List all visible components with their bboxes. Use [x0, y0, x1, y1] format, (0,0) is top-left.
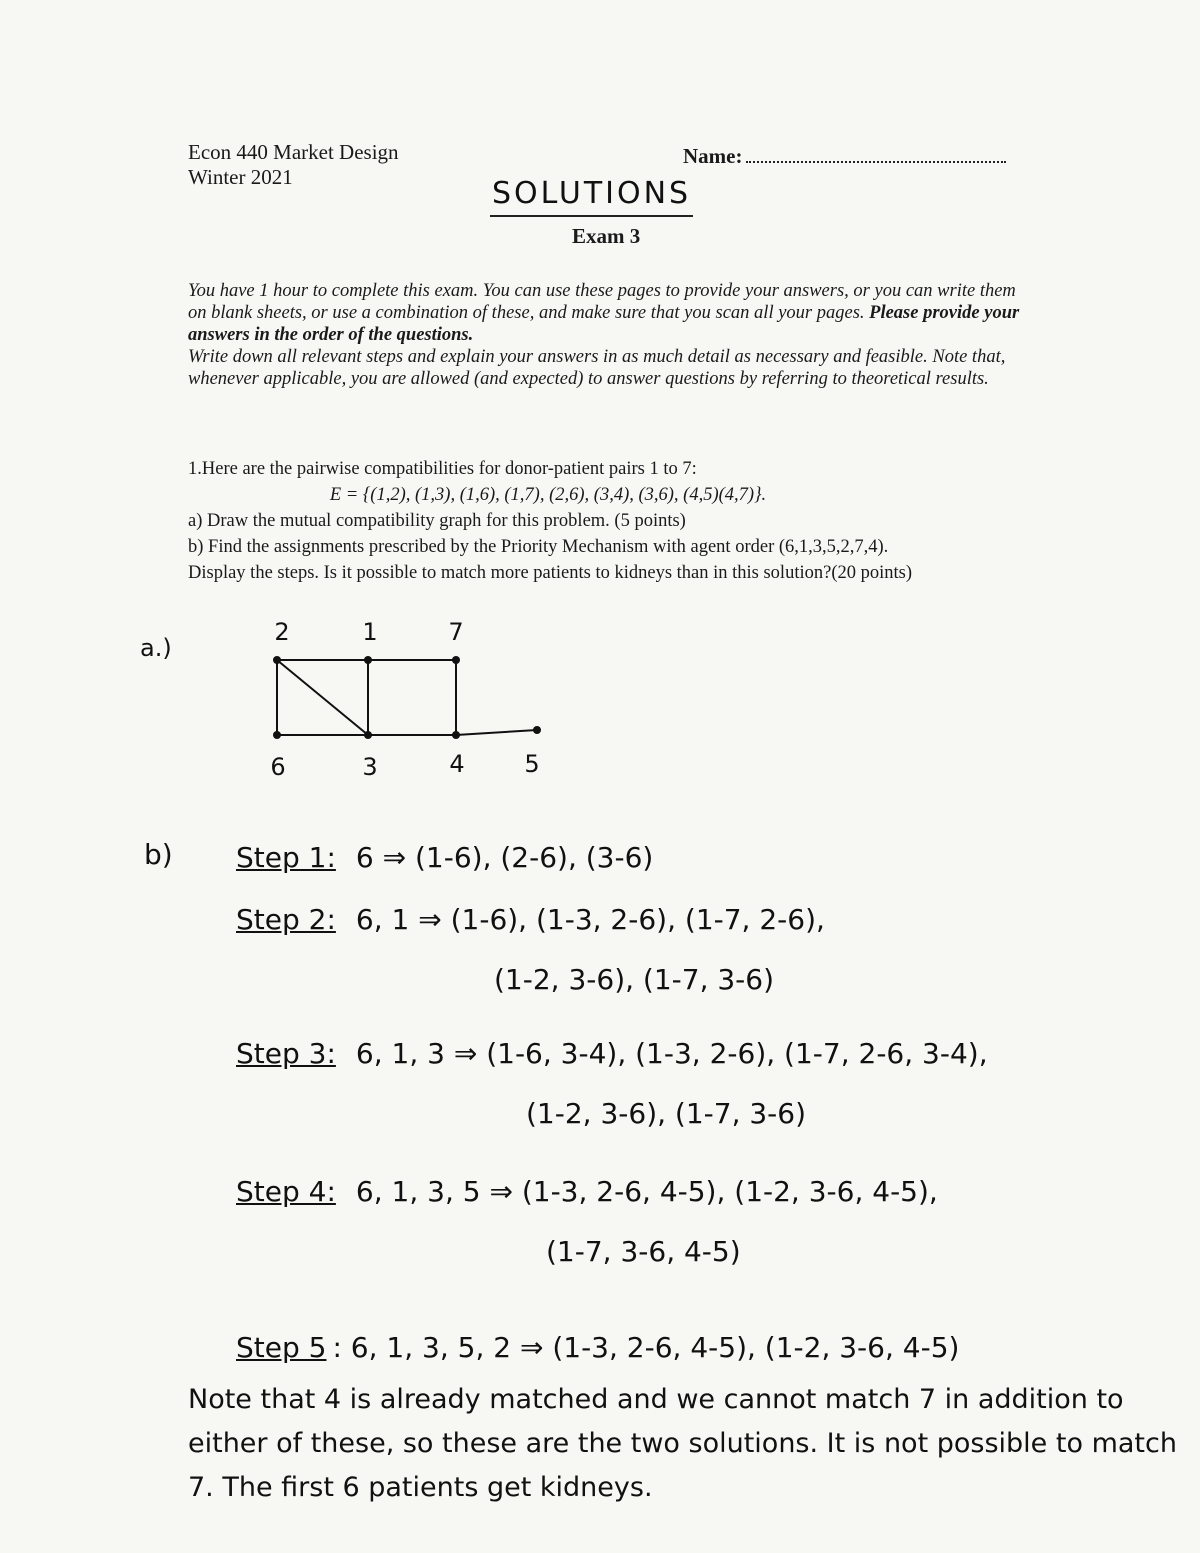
step-1: [236, 836, 653, 880]
instructions-text-1: You have 1 hour to complete this exam. You can use these pages to provide your answers, or you can write them on blank sheets, or use a combination of these, and make sure that you scan all your pages.: [188, 281, 1016, 323]
answer-a-label: a.): [140, 634, 172, 662]
graph-node-label-5: 5: [524, 750, 540, 778]
step-5-label: Step 5: [236, 1331, 327, 1364]
question-1-part-b-line-1: b) Find the assignments prescribed by the Priority Mechanism with agent order (6,1,3,5,2,7,4).: [188, 537, 889, 557]
solutions-heading: SOLUTIONS: [490, 176, 693, 217]
graph-node-1: [364, 656, 372, 664]
question-1-edge-set: E = {(1,2), (1,3), (1,6), (1,7), (2,6), (3,4), (3,6), (4,5)(4,7)}.: [329, 485, 767, 505]
step-4: [236, 1170, 938, 1214]
step-1-label: Step 1:: [236, 841, 336, 874]
answer-b-label: b): [144, 838, 173, 871]
instructions-text-2: Write down all relevant steps and explain your answers in as much detail as necessary and feasible. Note that, whenever applicable, you are allowed (and expected) to answer questions by referring to theoretical results.: [188, 347, 1006, 389]
step-3-line-2: (1-2, 3-6), (1-7, 3-6): [526, 1097, 807, 1130]
question-1-intro: 1.Here are the pairwise compatibilities for donor-patient pairs 1 to 7:: [188, 459, 697, 479]
step-3-line-1: 6, 1, 3 ⇒ (1-6, 3-4), (1-3, 2-6), (1-7, 2-6, 3-4),: [355, 1037, 988, 1070]
question-1-part-b-line-2: Display the steps. Is it possible to match more patients to kidneys than in this solution?(20 points): [188, 563, 912, 583]
step-2: [236, 898, 825, 942]
step-3: [236, 1032, 988, 1076]
course-term: Winter 2021: [188, 165, 293, 189]
graph-node-label-3: 3: [362, 753, 378, 781]
step-5: [236, 1326, 959, 1370]
graph-node-label-2: 2: [274, 618, 290, 646]
course-title: Econ 440 Market Design: [188, 140, 399, 164]
graph-node-3: [364, 731, 372, 739]
step-5-line-1: : 6, 1, 3, 5, 2 ⇒ (1-3, 2-6, 4-5), (1-2, 3-6, 4-5): [332, 1331, 960, 1364]
graph-node-6: [273, 731, 281, 739]
answer-note: [188, 1378, 1188, 1510]
name-label: Name:: [683, 144, 743, 168]
graph-node-5: [533, 726, 541, 734]
step-2-line-2: (1-2, 3-6), (1-7, 3-6): [494, 963, 775, 996]
exam-title: Exam 3: [572, 224, 641, 248]
step-3-label: Step 3:: [236, 1037, 336, 1070]
graph-node-label-4: 4: [449, 750, 465, 778]
question-1-part-a: a) Draw the mutual compatibility graph for this problem. (5 points): [188, 511, 686, 531]
step-2-line-1: 6, 1 ⇒ (1-6), (1-3, 2-6), (1-7, 2-6),: [355, 903, 825, 936]
graph-node-label-7: 7: [448, 618, 464, 646]
graph-node-label-6: 6: [270, 753, 286, 781]
graph-node-label-1: 1: [362, 618, 378, 646]
answer-note-text: Note that 4 is already matched and we cannot match 7 in addition to either of these, so these are the two solutions. It is not possible to match 7. The first 6 patients get kidneys.: [188, 1384, 1177, 1503]
graph-edge-2-3: [277, 660, 368, 735]
graph-node-4: [452, 731, 460, 739]
step-1-line-1: 6 ⇒ (1-6), (2-6), (3-6): [355, 841, 654, 874]
graph-node-2: [273, 656, 281, 664]
step-4-line-1: 6, 1, 3, 5 ⇒ (1-3, 2-6, 4-5), (1-2, 3-6, 4-5),: [355, 1175, 938, 1208]
instructions-bold: Please provide your answers in the order of the questions.: [188, 303, 1020, 345]
graph-edge-4-5: [456, 730, 537, 735]
step-2-label: Step 2:: [236, 903, 336, 936]
step-4-line-2: (1-7, 3-6, 4-5): [546, 1235, 741, 1268]
graph-node-7: [452, 656, 460, 664]
step-4-label: Step 4:: [236, 1175, 336, 1208]
